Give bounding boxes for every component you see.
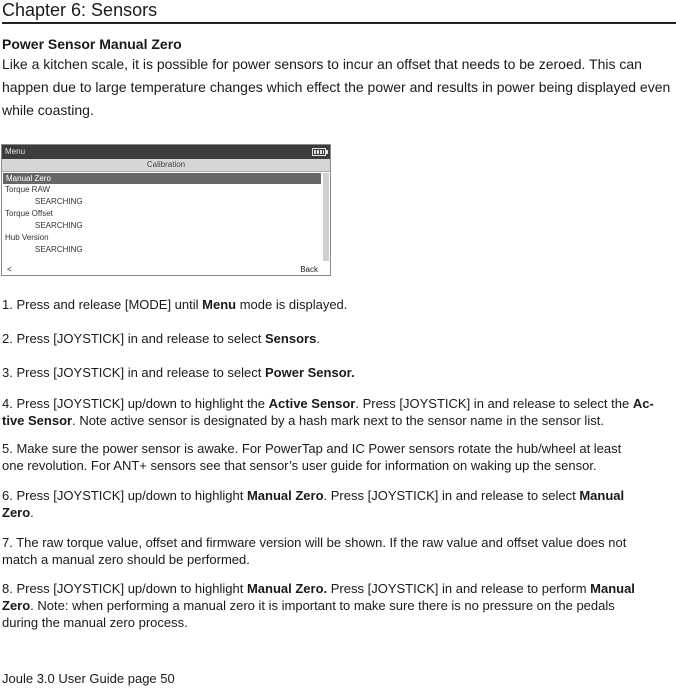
screen-row-selected[interactable]: Manual Zero <box>3 173 321 184</box>
screen-subheader: Calibration <box>2 159 330 172</box>
step-5: 5. Make sure the power sensor is awake. For PowerTap and IC Power sensors rotate the hub/wheel at least one revolution. For ANT+ sensors see that sensor’s user guide for information on waking up the sensor. <box>2 441 622 473</box>
screen-row-value: SEARCHING <box>35 197 83 206</box>
chapter-heading: Chapter 6: Sensors <box>2 0 676 24</box>
screen-row-value: SEARCHING <box>35 245 83 254</box>
step-2: 2. Press [JOYSTICK] in and release to select Sensors. <box>2 331 320 346</box>
step-3: 3. Press [JOYSTICK] in and release to select Power Sensor. <box>2 365 355 380</box>
device-screen <box>1 144 331 276</box>
screen-menu-label: Menu <box>5 147 26 156</box>
intro-paragraph: Like a kitchen scale, it is possible for power sensors to incur an offset that needs to be zeroed. This can happen due to large temperature changes which effect the power and results in power being displayed even while coasting. <box>2 56 671 118</box>
step-4: 4. Press [JOYSTICK] up/down to highlight the Active Sensor. Press [JOYSTICK] in and release to select the Ac- tive Sensor. Note active sensor is designated by a hash mark next to the sensor name in the sensor list. <box>2 396 654 428</box>
screen-body <box>2 172 330 275</box>
section-title: Power Sensor Manual Zero <box>2 36 182 52</box>
screen-row-label[interactable]: Torque RAW <box>5 185 51 194</box>
step-6: 6. Press [JOYSTICK] up/down to highlight Manual Zero. Press [JOYSTICK] in and release to select Manual Zero. <box>2 488 625 520</box>
screen-row-label[interactable]: Hub Version <box>5 233 49 242</box>
battery-icon <box>312 148 326 156</box>
screen-row-label[interactable]: Torque Offset <box>5 209 53 218</box>
step-7: 7. The raw torque value, offset and firmware version will be shown. If the raw value and offset value does not match a manual zero should be performed. <box>2 535 627 567</box>
back-button[interactable]: Back <box>300 265 318 274</box>
screen-header <box>2 145 330 159</box>
step-1: 1. Press and release [MODE] until Menu mode is displayed. <box>2 297 348 312</box>
back-arrow-icon[interactable]: < <box>7 265 12 274</box>
screen-row-value: SEARCHING <box>35 221 83 230</box>
screen-scrollbar[interactable] <box>323 173 329 261</box>
step-8: 8. Press [JOYSTICK] up/down to highlight Manual Zero. Press [JOYSTICK] in and release to perform Manual Zero. Note: when performing a manual zero it is important to make sure there is no pressure on the pedals during the manual zero process. <box>2 581 635 630</box>
page-footer: Joule 3.0 User Guide page 50 <box>2 671 175 686</box>
